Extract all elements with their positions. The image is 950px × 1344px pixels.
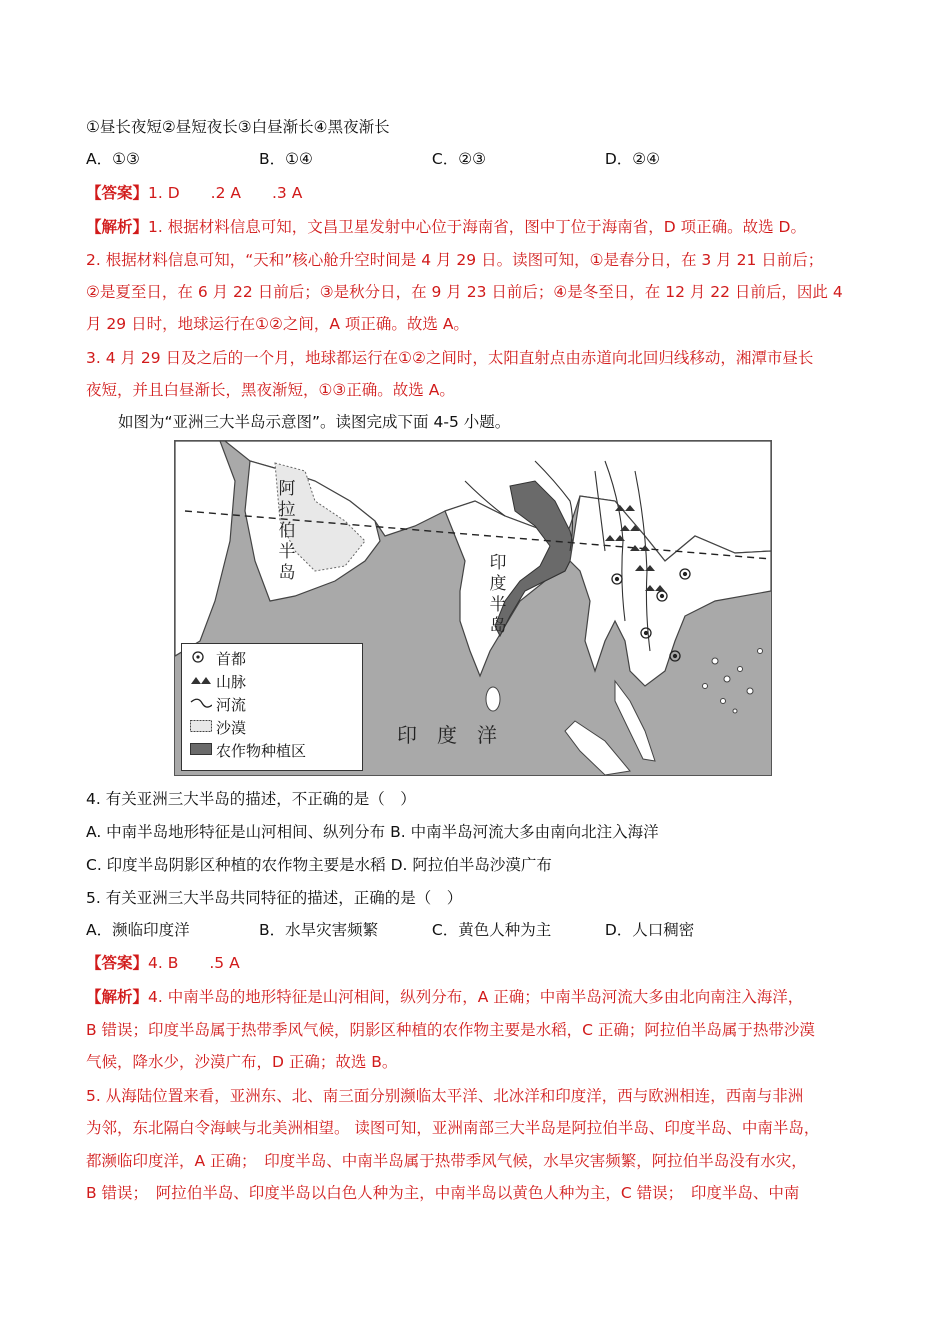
answer-tag: 【答案】 [86, 184, 149, 202]
capital-icon [190, 650, 206, 664]
analysis-1-line-3: ②是夏至日，在 6 月 22 日前后；③是秋分日，在 9 月 23 日前后；④是冬至日，在 12 月 22 日前后，因此 4 [86, 283, 843, 301]
analysis-text: 1. 根据材料信息可知，文昌卫星发射中心位于海南省，图中丁位于海南省，D 项正确。故选 D。 [148, 218, 806, 236]
river-icon [190, 696, 212, 710]
legend-crop [190, 742, 306, 760]
legend-capital [190, 650, 246, 668]
label-indian-peninsula: 印度半岛 [489, 553, 507, 636]
legend-crop-label: 农作物种植区 [216, 742, 307, 760]
sri-lanka [486, 687, 500, 711]
analysis-2-line-3: 气候，降水少，沙漠广布，D 正确；故选 B。 [86, 1053, 398, 1071]
q3-choice-d: D．②④ [604, 150, 661, 168]
analysis-tag: 【解析】 [86, 218, 149, 236]
analysis-1-line-6: 夜短，并且白昼渐长，黑夜渐短，①③正确。故选 A。 [86, 381, 455, 399]
analysis-tag-2: 【解析】 [86, 988, 149, 1006]
map-legend [181, 643, 363, 771]
q5-choices-row [86, 920, 694, 940]
q5-choice-d: D．人口稠密 [604, 921, 695, 939]
analysis-1-line-5: 3. 4 月 29 日及之后的一个月，地球都运行在①②之间时，太阳直射点由赤道向北回归线移动，湘潭市昼长 [86, 349, 814, 367]
answer-tag-2: 【答案】 [86, 954, 149, 972]
asia-peninsulas-map [174, 440, 772, 776]
analysis-2-line-5: 为邻，东北隔白令海峡与北美洲相望。 读图可知，亚洲南部三大半岛是阿拉伯半岛、印度半岛、中南半岛， [86, 1119, 820, 1137]
legend-desert-label: 沙漠 [216, 719, 247, 737]
q3-choice-c: C．②③ [431, 150, 486, 168]
analysis-1-line-1 [86, 217, 806, 237]
answer-4-5 [86, 953, 240, 973]
figure-intro: 如图为“亚洲三大半岛示意图”。读图完成下面 4-5 小题。 [118, 413, 511, 431]
legend-desert [190, 719, 246, 737]
q5-stem: 5. 有关亚洲三大半岛共同特征的描述，正确的是（ ） [86, 889, 463, 907]
legend-mountain-label: 山脉 [216, 673, 247, 691]
analysis-text-2: 4. 中南半岛的地形特征是山河相间，纵列分布，A 正确；中南半岛河流大多由北向南注入海洋， [148, 988, 804, 1006]
mountain-icon [190, 673, 212, 687]
q4-stem: 4. 有关亚洲三大半岛的描述，不正确的是（ ） [86, 790, 416, 808]
q4-options-row-2: C. 印度半岛阴影区种植的农作物主要是水稻 D. 阿拉伯半岛沙漠广布 [86, 856, 552, 874]
legend-mountain [190, 673, 246, 691]
q3-choices-row [86, 149, 660, 169]
analysis-1-line-2: 2. 根据材料信息可知，“天和”核心舱升空时间是 4 月 29 日。读图可知，①是春分日，在 3 月 21 日前后； [86, 251, 824, 269]
legend-river-label: 河流 [216, 696, 247, 714]
legend-river [190, 696, 246, 714]
q4-options-row-1: A. 中南半岛地形特征是山河相间、纵列分布 B. 中南半岛河流大多由南向北注入海洋 [86, 823, 659, 841]
analysis-2-line-2: B 错误；印度半岛属于热带季风气候，阴影区种植的农作物主要是水稻，C 正确；阿拉伯半岛属于热带沙漠 [86, 1021, 815, 1039]
answer-text: 1. D .2 A .3 A [148, 184, 303, 202]
legend-capital-label: 首都 [216, 650, 247, 668]
analysis-2-line-6: 都濒临印度洋，A 正确； 印度半岛、中南半岛属于热带季风气候，水旱灾害频繁，阿拉伯半岛没有水灾， [86, 1152, 807, 1170]
q5-choice-a: A．濒临印度洋 [86, 921, 190, 939]
crop-area-icon [190, 742, 212, 756]
label-arabian-peninsula: 阿拉伯半岛 [278, 479, 296, 583]
q5-choice-b: B．水旱灾害频繁 [258, 921, 379, 939]
analysis-2-line-7: B 错误； 阿拉伯半岛、印度半岛以白色人种为主，中南半岛以黄色人种为主，C 错误； 印度半岛、中南 [86, 1184, 800, 1202]
desert-icon [190, 719, 212, 733]
analysis-2-line-4: 5. 从海陆位置来看，亚洲东、北、南三面分别濒临太平洋、北冰洋和印度洋，西与欧洲相连，西南与非洲 [86, 1087, 804, 1105]
q3-options-list: ①昼长夜短②昼短夜长③白昼渐长④黑夜渐长 [86, 118, 390, 136]
analysis-1-line-4: 月 29 日时，地球运行在①②之间，A 项正确。故选 A。 [86, 315, 469, 333]
q5-choice-c: C．黄色人种为主 [431, 921, 552, 939]
q3-choice-a: A．①③ [86, 150, 140, 168]
label-indian-ocean: 印 度 洋 [397, 723, 497, 747]
q3-choice-b: B．①④ [258, 150, 313, 168]
analysis-2-line-1 [86, 987, 803, 1007]
answer-text-2: 4. B .5 A [148, 954, 240, 972]
answer-1-3 [86, 183, 302, 203]
